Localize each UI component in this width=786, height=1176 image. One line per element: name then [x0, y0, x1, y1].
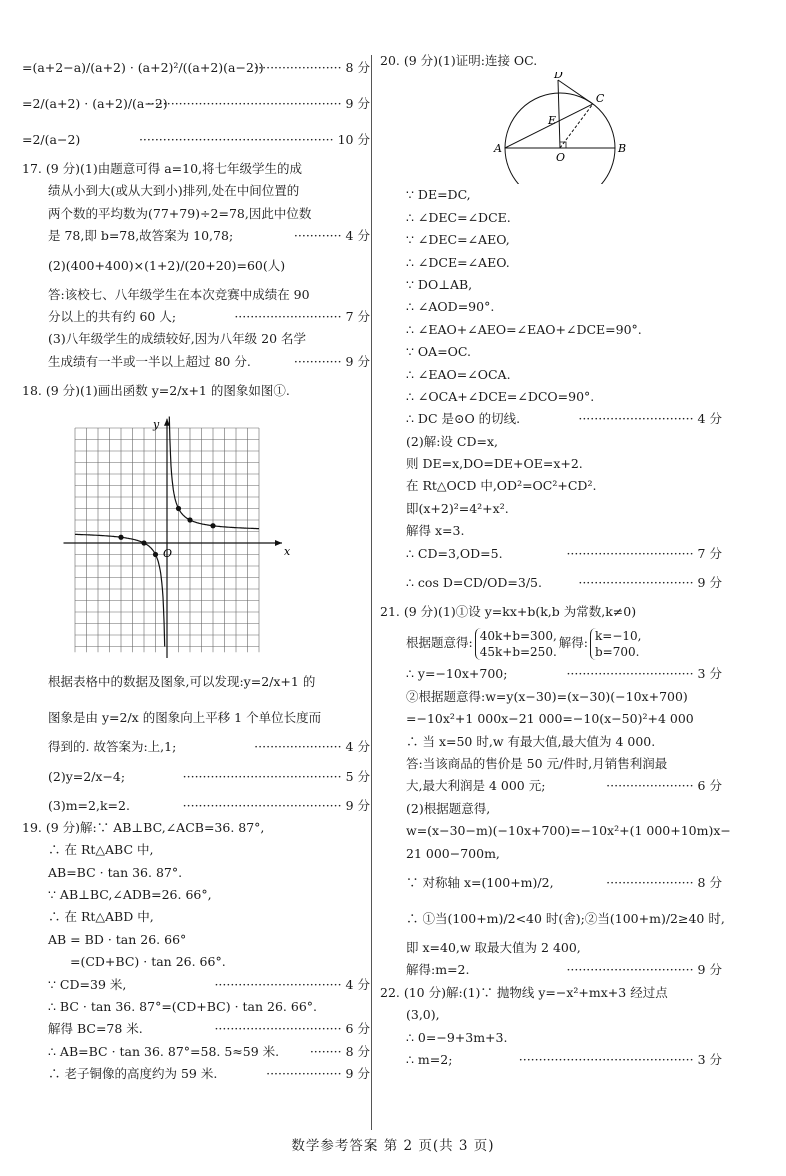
line-text: ∴ 在 Rt△ABD 中, [48, 909, 154, 925]
text-line [380, 798, 722, 820]
score-mark: ····························· 9 分 [578, 575, 722, 591]
text-line [380, 959, 722, 981]
curve-left [75, 535, 165, 647]
line-text: AB=BC · tan 36. 87°. [48, 864, 183, 880]
text-line [380, 1027, 722, 1049]
text-line [380, 708, 722, 730]
curve-right [169, 417, 259, 529]
text-line [380, 319, 722, 341]
text-line [22, 328, 370, 350]
line-text: AB = BD · tan 26. 66° [48, 931, 187, 947]
label-b: B [618, 142, 627, 156]
text-line [22, 180, 370, 202]
text-line [22, 203, 370, 225]
text-line [380, 1049, 722, 1071]
score-mark: ··························· 7 分 [234, 308, 370, 324]
line-text: ∵ CD=39 米, [48, 976, 127, 992]
text-line [380, 498, 722, 520]
text-line [22, 248, 370, 284]
text-line [22, 929, 370, 951]
line-text: ∴ 老子铜像的高度约为 59 米. [48, 1066, 218, 1082]
origin-label: O [163, 547, 173, 561]
score-mark: ············ 4 分 [293, 228, 370, 244]
line-text: ∴ DC 是⊙O 的切线. [406, 411, 521, 427]
q21-intro: 21. (9 分)(1)①设 y=kx+b(k,b 为常数,k≠0) [380, 604, 637, 620]
x-arrow [275, 540, 282, 546]
text-line [22, 1063, 370, 1085]
segment-dc [558, 80, 593, 104]
text-line [22, 736, 370, 758]
line-text: ∴ y=−10x+700; [406, 666, 508, 682]
line-text: 则 DE=x,DO=DE+OE=x+2. [406, 456, 583, 472]
text-line [380, 520, 722, 542]
line-text: 18. (9 分)(1)画出函数 y=2/x+1 的图象如图①. [22, 383, 290, 399]
data-point [141, 541, 146, 546]
segment-oc [560, 104, 593, 148]
line-text: =2/(a+2) · (a+2)/(a−2) [22, 96, 168, 111]
score-mark: ······················ 4 分 [254, 739, 370, 755]
score-mark: ········································ 5 分 [182, 768, 370, 784]
text-line [22, 884, 370, 906]
data-point [187, 518, 192, 523]
line-text: 答:当该商品的售价是 50 元/件时,月销售利润最 [406, 755, 668, 771]
score-mark: ····························· 4 分 [578, 411, 722, 427]
line-text: 大,最大利润是 4 000 元; [406, 778, 546, 794]
line-text: =2/(a−2) [22, 132, 81, 147]
text-line [22, 1041, 370, 1063]
line-text: =(a+2−a)/(a+2) · (a+2)²/((a+2)(a−2)) [22, 60, 264, 75]
eq2: 45k+b=250. [479, 644, 557, 659]
text-line [22, 906, 370, 928]
line-text: =−10x²+1 000x−21 000=−10(x−50)²+4 000 [406, 711, 694, 727]
circle-figure [380, 72, 722, 184]
text-line [22, 1018, 370, 1040]
text-line [22, 284, 370, 306]
line-text: ∴ BC · tan 36. 87°=(CD+BC) · tan 26. 66°. [48, 999, 318, 1015]
line-text: ∴ AB=BC · tan 36. 87°=58. 5≈59 米. [48, 1043, 280, 1059]
line-text: ∵ DO⊥AB, [406, 276, 473, 292]
line-text: 17. (9 分)(1)由题意可得 a=10,将七年级学生的成 [22, 161, 303, 176]
text-line [22, 996, 370, 1018]
line-text: 即 x=40,w 取最大值为 2 400, [406, 939, 581, 955]
line-text: 绩从小到大(或从大到小)排列,处在中间位置的 [48, 183, 300, 199]
y-axis-label: y [153, 418, 160, 432]
text-line [380, 431, 722, 453]
equation-system [475, 628, 557, 660]
line-text: ∴ ∠AOD=90°. [406, 299, 495, 315]
line-text: ∵ DE=DC, [406, 187, 471, 203]
hyperbola-graph [62, 413, 370, 658]
line-text: ∴ cos D=CD/OD=3/5. [406, 575, 542, 591]
score-mark: ······················ 8 分 [254, 60, 370, 75]
line-text: 19. (9 分)解:∵ AB⊥BC,∠ACB=36. 87°, [22, 819, 265, 835]
text-line [380, 184, 722, 206]
line-text: ∴ ∠EAO=∠OCA. [406, 366, 511, 382]
text-line [380, 207, 722, 229]
label-c: C [595, 92, 605, 106]
text-line [380, 686, 722, 708]
line-text: 是 78,即 b=78,故答案为 10,78; [48, 228, 234, 244]
label-d: D [554, 72, 563, 82]
data-point [153, 552, 158, 557]
text-line [380, 229, 722, 251]
text-line [380, 274, 722, 296]
text-line [380, 1004, 722, 1026]
line-text: ∵ AB⊥BC,∠ADB=26. 66°, [48, 887, 212, 903]
segment-do [558, 80, 560, 148]
score-mark: ································ 4 分 [214, 976, 370, 992]
line-text: ∴ ∠DCE=∠AEO. [406, 254, 510, 270]
label-o: O [556, 151, 566, 165]
text-line [22, 373, 370, 409]
text-line [22, 122, 370, 158]
line-text: 分以上的共有约 60 人; [48, 308, 177, 324]
text-line [22, 700, 370, 736]
line-text: ∵ 对称轴 x=(100+m)/2, [406, 874, 554, 890]
text-line [22, 795, 370, 817]
text-line [380, 937, 722, 959]
text-line [380, 252, 722, 274]
text-line [380, 543, 722, 565]
score-mark: ················································· 10 分 [138, 132, 370, 147]
q20-heading: 20. (9 分)(1)证明:连接 OC. [380, 53, 538, 68]
line-text: ∴ ∠EAO+∠AEO=∠EAO+∠DCE=90°. [406, 321, 642, 337]
text-line [380, 901, 725, 937]
score-mark: ··················· 9 分 [266, 1066, 370, 1082]
text-line [380, 843, 722, 865]
text-line [22, 50, 370, 86]
text-line [380, 775, 722, 797]
right-lines [380, 184, 722, 601]
data-point [210, 523, 215, 528]
line-text: 两个数的平均数为(77+79)÷2=78,因此中位数 [48, 205, 312, 221]
text-line [380, 731, 722, 753]
text-line [380, 865, 722, 901]
score-mark: ······················ 6 分 [606, 778, 722, 794]
text-line [22, 351, 370, 373]
score-mark: ············ 9 分 [293, 353, 370, 369]
text-line [380, 820, 731, 842]
score-mark: ············································ 3 分 [518, 1051, 722, 1067]
line-text: 解得:m=2. [406, 962, 470, 978]
text-line [380, 565, 722, 601]
text-line [380, 663, 722, 685]
line-text: 解得 x=3. [406, 523, 465, 539]
line-text: 答:该校七、八年级学生在本次竞赛中成绩在 90 [48, 286, 310, 302]
line-text: ②根据题意得:w=y(x−30)=(x−30)(−10x+700) [406, 688, 688, 704]
line-text: 得到的. 故答案为:上,1; [48, 739, 177, 755]
label-a: A [494, 142, 502, 156]
text-line [22, 951, 370, 973]
right-lines-2 [380, 663, 731, 1071]
data-point [176, 506, 181, 511]
text-line [380, 453, 722, 475]
score-mark: ······················ 8 分 [606, 874, 722, 890]
text-line [380, 386, 722, 408]
score-mark: ········································ 9 分 [182, 797, 370, 813]
q21-system-line [380, 623, 722, 663]
line-text: ∵ OA=OC. [406, 344, 472, 360]
solution-system [590, 628, 641, 660]
text-line [22, 974, 370, 996]
line-text: (2)解:设 CD=x, [406, 433, 498, 449]
right-column [380, 50, 731, 1071]
text-line [22, 862, 370, 884]
line-text: 根据表格中的数据及图象,可以发现:y=2/x+1 的 [48, 674, 316, 690]
left-lines-2 [22, 664, 370, 1085]
eq1: 40k+b=300, [479, 628, 557, 643]
text-line [22, 158, 370, 180]
line-text: (2)(400+400)×(1+2)/(20+20)=60(人) [48, 257, 286, 273]
page-footer: 数学参考答案 第 2 页(共 3 页) [291, 1138, 495, 1154]
data-point [118, 535, 123, 540]
text-line [380, 475, 722, 497]
line-text: ∴ 在 Rt△ABC 中, [48, 842, 154, 858]
text-line [380, 408, 722, 430]
line-text: ∴ 0=−9+3m+3. [406, 1029, 508, 1045]
line-text: 图象是由 y=2/x 的图象向上平移 1 个单位长度而 [48, 710, 322, 726]
line-text: ∴ CD=3,OD=5. [406, 545, 503, 561]
label-e: E [548, 114, 557, 128]
score-mark: ································ 7 分 [566, 545, 722, 561]
line-text: (2)y=2/x−4; [48, 768, 126, 784]
text-line [22, 306, 370, 328]
text-line [380, 753, 722, 775]
text-line [22, 664, 370, 700]
line-text: (2)根据题意得, [406, 800, 491, 816]
text-line [22, 759, 370, 795]
graph-svg [62, 413, 332, 658]
score-mark: ································ 3 分 [566, 666, 722, 682]
text-line [380, 364, 722, 386]
line-text: ∴ ①当(100+m)/2<40 时(舍);②当(100+m)/2≥40 时, [406, 910, 725, 926]
line-text: (3)八年级学生的成绩较好,因为八年级 20 名学 [48, 331, 307, 347]
text-line [22, 839, 370, 861]
text-line [22, 817, 370, 839]
line-text: ∴ 当 x=50 时,w 有最大值,最大值为 4 000. [406, 733, 656, 749]
line-text: ∴ ∠OCA+∠DCE=∠DCO=90°. [406, 388, 595, 404]
text-line [22, 86, 370, 122]
line-text: ∵ ∠DEC=∠AEO, [406, 232, 510, 248]
score-mark: ········ 8 分 [309, 1043, 370, 1059]
sol2: b=700. [595, 644, 640, 659]
column-divider [371, 55, 372, 1130]
text-line [22, 225, 370, 247]
score-mark: ································ 6 分 [214, 1021, 370, 1037]
q21-system-mid: 解得: [558, 635, 588, 651]
circle-svg [380, 72, 722, 184]
line-text: 即(x+2)²=4²+x². [406, 500, 509, 516]
left-column [22, 50, 370, 1086]
line-text: =(CD+BC) · tan 26. 66°. [70, 954, 226, 970]
line-text: (3,0), [406, 1007, 440, 1023]
x-axis-label: x [284, 545, 291, 559]
text-line [380, 296, 722, 318]
score-mark: ································ 9 分 [566, 962, 722, 978]
line-text: ∴ ∠DEC=∠DCE. [406, 209, 511, 225]
line-text: 21 000−700m, [406, 845, 500, 861]
line-text: 在 Rt△OCD 中,OD²=OC²+CD². [406, 478, 597, 494]
line-text: 解得 BC=78 米. [48, 1021, 143, 1037]
score-mark: ················································· 9 分 [146, 96, 370, 111]
left-lines [22, 50, 370, 409]
line-text: 22. (10 分)解:(1)∵ 抛物线 y=−x²+mx+3 经过点 [380, 984, 668, 1000]
line-text: (3)m=2,k=2. [48, 797, 130, 813]
line-text: ∴ m=2; [406, 1051, 453, 1067]
sol1: k=−10, [595, 628, 642, 643]
text-line [380, 341, 722, 363]
line-text: w=(x−30−m)(−10x+700)=−10x²+(1 000+10m)x− [406, 823, 731, 839]
text-line [380, 982, 722, 1004]
q21-system-prefix: 根据题意得: [406, 635, 473, 651]
line-text: 生成绩有一半或一半以上超过 80 分. [48, 353, 251, 369]
